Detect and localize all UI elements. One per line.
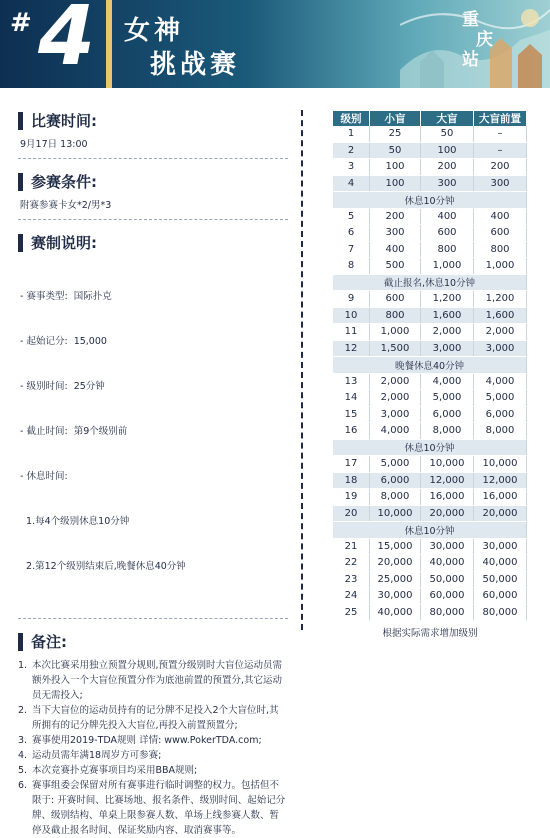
table-row: [333, 406, 527, 423]
level-cell: 11: [333, 324, 370, 341]
station-char: 重: [462, 10, 479, 30]
ante-cell: 600: [474, 225, 527, 242]
big-blind-cell: 6,000: [421, 406, 474, 423]
big-blind-cell: 800: [421, 241, 474, 258]
table-row: [333, 324, 527, 341]
section-marker: [18, 633, 23, 651]
hash-symbol: #: [10, 8, 32, 38]
section-time-title: [18, 110, 288, 131]
big-blind-cell: 300: [421, 175, 474, 192]
note-item: [18, 658, 288, 703]
big-blind-cell: 1,000: [421, 258, 474, 275]
big-blind-cell: 4,000: [421, 373, 474, 390]
note-number: 5.: [18, 765, 28, 776]
ante-cell: 400: [474, 208, 527, 225]
small-blind-cell: 3,000: [370, 406, 421, 423]
table-row: [333, 571, 527, 588]
break-row: [333, 439, 527, 456]
ante-cell: 30,000: [474, 538, 527, 555]
ante-cell: 60,000: [474, 588, 527, 605]
break-row: [333, 274, 527, 291]
table-row: [333, 126, 527, 142]
divider: [18, 158, 288, 159]
table-row: [333, 604, 527, 621]
big-blind-cell: 50: [421, 126, 474, 142]
ante-cell: 12,000: [474, 472, 527, 489]
small-blind-cell: 2,000: [370, 390, 421, 407]
note-number: 3.: [18, 735, 28, 746]
level-cell: 13: [333, 373, 370, 390]
note-number: 1.: [18, 660, 28, 671]
level-cell: 17: [333, 456, 370, 473]
big-blind-cell: 1,200: [421, 291, 474, 308]
section-title-text: 备注:: [31, 633, 67, 651]
col-ante-header: 大盲前置: [474, 111, 527, 126]
big-blind-cell: 3,000: [421, 340, 474, 357]
note-text: 当下大盲位的运动员持有的记分牌不足投入2个大盲位时,其所拥有的记分牌先投入大盲位,再投入前置预置分;: [32, 705, 279, 731]
table-row: [333, 538, 527, 555]
big-blind-cell: 60,000: [421, 588, 474, 605]
ante-cell: 5,000: [474, 390, 527, 407]
ante-cell: –: [474, 142, 527, 159]
table-row: [333, 241, 527, 258]
big-blind-cell: 1,600: [421, 307, 474, 324]
table-body: [333, 126, 527, 621]
table-row: [333, 175, 527, 192]
ante-cell: 1,000: [474, 258, 527, 275]
ante-cell: 3,000: [474, 340, 527, 357]
blind-structure-table-wrap: [333, 111, 527, 639]
col-level-header: 级别: [333, 111, 370, 126]
big-blind-cell: 100: [421, 142, 474, 159]
table-row: [333, 555, 527, 572]
note-item: [18, 733, 288, 748]
note-item: [18, 778, 288, 838]
small-blind-cell: 600: [370, 291, 421, 308]
table-row: [333, 373, 527, 390]
big-blind-cell: 16,000: [421, 489, 474, 506]
level-cell: 12: [333, 340, 370, 357]
break-label: 休息10分钟: [333, 522, 527, 539]
event-number: 4: [38, 0, 96, 84]
big-blind-cell: 5,000: [421, 390, 474, 407]
big-blind-cell: 200: [421, 159, 474, 176]
level-cell: 7: [333, 241, 370, 258]
format-line: - 休息时间:: [20, 471, 68, 482]
note-item: [18, 763, 288, 778]
section-marker: [18, 234, 23, 252]
break-label: 晚餐休息40分钟: [333, 357, 527, 374]
level-cell: 20: [333, 505, 370, 522]
level-cell: 18: [333, 472, 370, 489]
ante-cell: 8,000: [474, 423, 527, 440]
format-line: - 起始记分: 15,000: [20, 336, 107, 347]
small-blind-cell: 200: [370, 208, 421, 225]
break-row: [333, 357, 527, 374]
note-text: 本次竞赛扑克赛事项目均采用BBA规则;: [32, 765, 198, 776]
ante-cell: 4,000: [474, 373, 527, 390]
small-blind-cell: 1,000: [370, 324, 421, 341]
ante-cell: 50,000: [474, 571, 527, 588]
big-blind-cell: 400: [421, 208, 474, 225]
big-blind-cell: 600: [421, 225, 474, 242]
col-sb-header: 小盲: [370, 111, 421, 126]
table-row: [333, 307, 527, 324]
big-blind-cell: 2,000: [421, 324, 474, 341]
level-cell: 16: [333, 423, 370, 440]
table-row: [333, 208, 527, 225]
format-line: - 截止时间: 第9个级别前: [20, 426, 128, 437]
small-blind-cell: 25: [370, 126, 421, 142]
level-cell: 25: [333, 604, 370, 621]
info-column: [18, 110, 288, 838]
blind-structure-table: [333, 111, 527, 621]
level-cell: 6: [333, 225, 370, 242]
note-number: 6.: [18, 780, 28, 791]
match-time: 9月17日 13:00: [20, 139, 88, 150]
format-line: - 级别时间: 25分钟: [20, 381, 105, 392]
ante-cell: 200: [474, 159, 527, 176]
ante-cell: –: [474, 126, 527, 142]
table-footnote: 根据实际需求增加级别: [382, 628, 478, 639]
section-conditions-title: [18, 171, 288, 192]
note-item: [18, 703, 288, 733]
title-line-1: 女神: [124, 16, 185, 46]
format-line: 1.每4个级别休息10分钟: [20, 516, 130, 527]
ante-cell: 6,000: [474, 406, 527, 423]
big-blind-cell: 80,000: [421, 604, 474, 621]
small-blind-cell: 10,000: [370, 505, 421, 522]
break-label: 截止报名,休息10分钟: [333, 274, 527, 291]
format-line: 2.第12个级别结束后,晚餐休息40分钟: [20, 561, 186, 572]
table-row: [333, 489, 527, 506]
divider: [18, 618, 288, 619]
note-number: 4.: [18, 750, 28, 761]
table-header-row: [333, 111, 527, 126]
big-blind-cell: 12,000: [421, 472, 474, 489]
level-cell: 5: [333, 208, 370, 225]
note-text: 赛事组委会保留对所有赛事进行临时调整的权力。包括但不限于: 开赛时间、比赛场地、报名条件、级别时间、起始记分牌、级别结构、单桌上限参赛人数、单场上线参赛人数、暂停及截止报名时间、保证奖励内容、取消赛事等。: [32, 780, 286, 836]
accent-bar: [106, 0, 112, 88]
table-row: [333, 258, 527, 275]
break-row: [333, 192, 527, 209]
section-title-text: 参赛条件:: [31, 173, 97, 191]
small-blind-cell: 100: [370, 159, 421, 176]
table-row: [333, 588, 527, 605]
level-cell: 3: [333, 159, 370, 176]
header-banner: [0, 0, 550, 88]
level-cell: 24: [333, 588, 370, 605]
note-text: 赛事使用2019-TDA规则 详情: www.PokerTDA.com;: [32, 735, 262, 746]
big-blind-cell: 50,000: [421, 571, 474, 588]
station-label: [462, 10, 502, 70]
level-cell: 21: [333, 538, 370, 555]
ante-cell: 80,000: [474, 604, 527, 621]
format-line: - 赛事类型: 国际扑克: [20, 291, 112, 302]
ante-cell: 2,000: [474, 324, 527, 341]
big-blind-cell: 10,000: [421, 456, 474, 473]
table-row: [333, 456, 527, 473]
ante-cell: 1,200: [474, 291, 527, 308]
table-row: [333, 505, 527, 522]
small-blind-cell: 800: [370, 307, 421, 324]
small-blind-cell: 6,000: [370, 472, 421, 489]
table-row: [333, 142, 527, 159]
small-blind-cell: 40,000: [370, 604, 421, 621]
ante-cell: 300: [474, 175, 527, 192]
small-blind-cell: 5,000: [370, 456, 421, 473]
big-blind-cell: 40,000: [421, 555, 474, 572]
level-cell: 2: [333, 142, 370, 159]
small-blind-cell: 1,500: [370, 340, 421, 357]
note-number: 2.: [18, 705, 28, 716]
section-marker: [18, 112, 23, 130]
small-blind-cell: 30,000: [370, 588, 421, 605]
break-row: [333, 522, 527, 539]
col-bb-header: 大盲: [421, 111, 474, 126]
table-row: [333, 159, 527, 176]
ante-cell: 1,600: [474, 307, 527, 324]
small-blind-cell: 400: [370, 241, 421, 258]
level-cell: 4: [333, 175, 370, 192]
ante-cell: 40,000: [474, 555, 527, 572]
title-line-2: 挑战赛: [150, 50, 241, 80]
level-cell: 1: [333, 126, 370, 142]
table-row: [333, 423, 527, 440]
table-row: [333, 340, 527, 357]
format-list: [20, 259, 288, 604]
break-label: 休息10分钟: [333, 192, 527, 209]
divider: [18, 219, 288, 220]
small-blind-cell: 500: [370, 258, 421, 275]
ante-cell: 10,000: [474, 456, 527, 473]
station-char: 站: [462, 50, 479, 70]
section-title-text: 比赛时间:: [31, 112, 97, 130]
note-text: 本次比赛采用独立预置分规则,预置分级别时大盲位运动员需额外投入一个大盲位预置分作为底池前置的预置分,其它运动员无需投入;: [32, 660, 283, 701]
small-blind-cell: 25,000: [370, 571, 421, 588]
dashed-divider: [301, 110, 303, 630]
level-cell: 19: [333, 489, 370, 506]
note-text: 运动员需年满18周岁方可参赛;: [32, 750, 162, 761]
level-cell: 9: [333, 291, 370, 308]
ante-cell: 16,000: [474, 489, 527, 506]
level-cell: 10: [333, 307, 370, 324]
level-cell: 22: [333, 555, 370, 572]
entry-conditions: 附赛参赛卡女*2/男*3: [20, 200, 112, 211]
note-item: [18, 748, 288, 763]
small-blind-cell: 20,000: [370, 555, 421, 572]
table-row: [333, 390, 527, 407]
small-blind-cell: 100: [370, 175, 421, 192]
small-blind-cell: 4,000: [370, 423, 421, 440]
small-blind-cell: 50: [370, 142, 421, 159]
level-cell: 14: [333, 390, 370, 407]
break-label: 休息10分钟: [333, 439, 527, 456]
level-cell: 8: [333, 258, 370, 275]
big-blind-cell: 20,000: [421, 505, 474, 522]
small-blind-cell: 8,000: [370, 489, 421, 506]
big-blind-cell: 8,000: [421, 423, 474, 440]
section-title-text: 赛制说明:: [31, 234, 97, 252]
table-row: [333, 291, 527, 308]
ante-cell: 20,000: [474, 505, 527, 522]
section-format-title: [18, 232, 288, 253]
small-blind-cell: 2,000: [370, 373, 421, 390]
small-blind-cell: 300: [370, 225, 421, 242]
table-row: [333, 225, 527, 242]
notes-list: [18, 658, 288, 838]
table-row: [333, 472, 527, 489]
level-cell: 23: [333, 571, 370, 588]
section-notes-title: [18, 631, 288, 652]
level-cell: 15: [333, 406, 370, 423]
big-blind-cell: 30,000: [421, 538, 474, 555]
small-blind-cell: 15,000: [370, 538, 421, 555]
station-char: 庆: [476, 30, 493, 50]
section-marker: [18, 173, 23, 191]
ante-cell: 800: [474, 241, 527, 258]
